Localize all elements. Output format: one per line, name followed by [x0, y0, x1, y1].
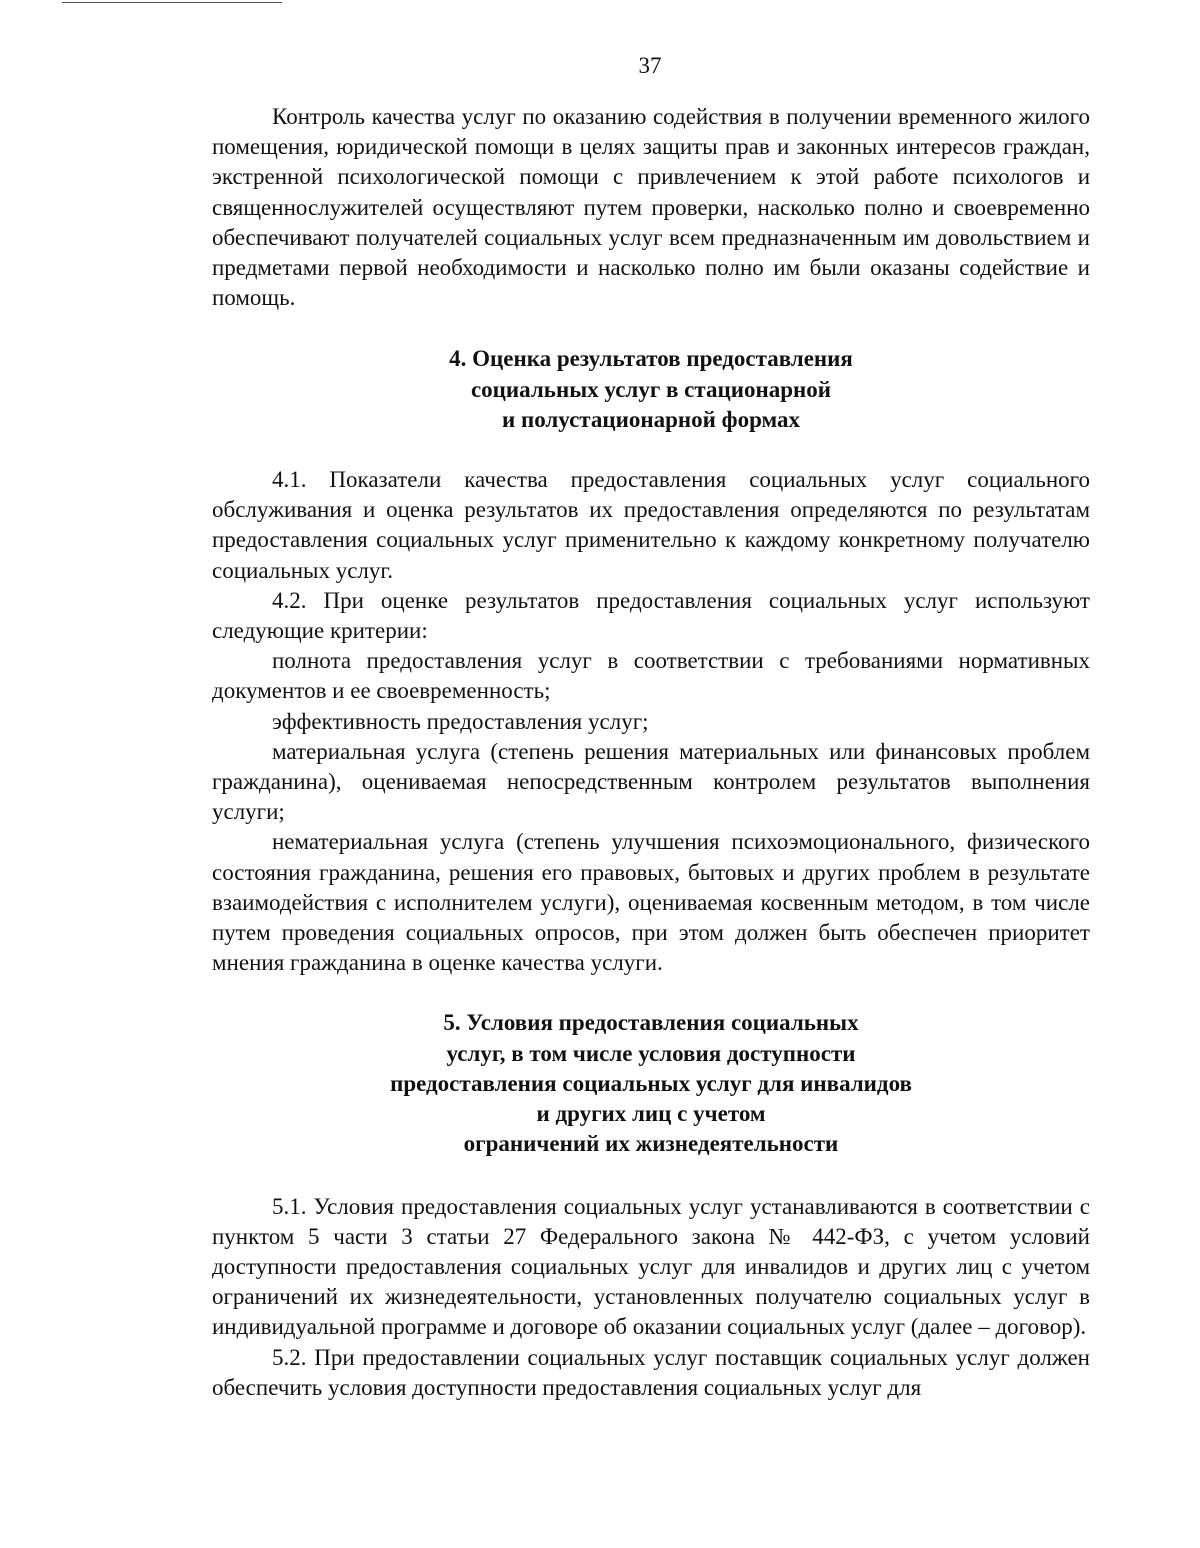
- page-body: [212, 102, 1090, 1403]
- page-number: 37: [638, 53, 662, 78]
- criterion-efficiency: эффективность предоставления услуг;: [272, 708, 649, 734]
- heading-line: и других лиц с учетом: [536, 1101, 766, 1127]
- heading-line: 4. Оценка результатов предоставления: [449, 346, 853, 372]
- heading-line: 5. Условия предоставления социальных: [443, 1010, 859, 1036]
- section-5-heading: [212, 1008, 1090, 1159]
- section-4-heading: [212, 344, 1090, 435]
- heading-line: предоставления социальных услуг для инвалидов: [390, 1070, 912, 1096]
- criterion-nonmaterial-service: нематериальная услуга (степень улучшения психоэмоционального, физического состояния гражданина, решения его правовых, бытовых и других проблем в результате взаимодействия с исполнителем услуги), оцениваемая косвенным методом, в том числе путем проведения социальных опросов, при этом должен быть обеспечен приоритет мнения гражданина в оценке качества услуги.: [212, 829, 1090, 976]
- heading-line: услуг, в том числе условия доступности: [446, 1040, 856, 1066]
- criterion-completeness: полнота предоставления услуг в соответствии с требованиями нормативных документов и ее своевременность;: [212, 648, 1090, 704]
- heading-line: ограничений их жизнедеятельности: [463, 1131, 839, 1157]
- paragraph-5-1: 5.1. Условия предоставления социальных услуг устанавливаются в соответствии с пунктом 5 части 3 статьи 27 Федерального закона № 442-ФЗ, с учетом условий доступности предоставления социальных услуг для инвалидов и других лиц с учетом ограничений их жизнедеятельности, установленных получателю социальных услуг в индивидуальной программе и договоре об оказании социальных услуг (далее – договор).: [212, 1193, 1090, 1340]
- top-rule: [62, 2, 282, 3]
- spacer: [212, 435, 1090, 465]
- spacer: [212, 1160, 1090, 1192]
- intro-paragraph: Контроль качества услуг по оказанию содействия в получении временного жилого помещения, юридической помощи в целях защиты прав и законных интересов граждан, экстренной психологической помощи с привлечением к этой работе психологов и священнослужителей осуществляют путем проверки, насколько полно и своевременно обеспечивают получателей социальных услуг всем предназначенным им довольствием и предметами первой необходимости и насколько полно им были оказаны содействие и помощь.: [212, 104, 1090, 311]
- spacer: [212, 978, 1090, 1008]
- paragraph-4-2: 4.2. При оценке результатов предоставления социальных услуг используют следующие критерии:: [212, 587, 1090, 644]
- paragraph-4-1: 4.1. Показатели качества предоставления социальных услуг социального обслуживания и оценка результатов их предоставления определяются по результатам предоставления социальных услуг применительно к каждому конкретному получателю социальных услуг.: [212, 467, 1090, 583]
- heading-line: социальных услуг в стационарной: [470, 376, 832, 402]
- spacer: [212, 313, 1090, 344]
- heading-line: и полустационарной формах: [501, 406, 801, 432]
- paragraph-5-2: 5.2. При предоставлении социальных услуг поставщик социальных услуг должен обеспечить условия доступности предоставления социальных услуг для: [212, 1344, 1090, 1400]
- criterion-material-service: материальная услуга (степень решения материальных или финансовых проблем гражданина), оцениваемая непосредственным контролем результатов выполнения услуги;: [212, 738, 1090, 825]
